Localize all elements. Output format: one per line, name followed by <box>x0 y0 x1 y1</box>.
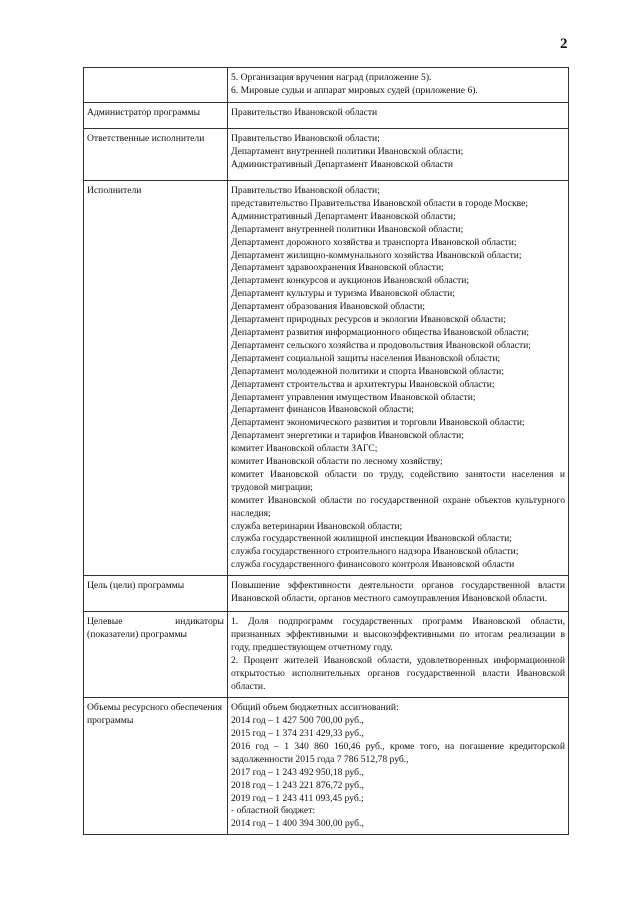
row-resource-volumes <box>84 698 569 835</box>
content-line: Административный Департамент Ивановской области <box>231 158 454 170</box>
content-line: Департамент дорожного хозяйства и транспорта Ивановской области; <box>231 236 517 248</box>
content-line: 2018 год – 1 243 221 876,72 руб., <box>231 779 364 791</box>
content-line: Правительство Ивановской области; <box>231 133 380 144</box>
row-content <box>228 698 569 835</box>
content-line: Департамент внутренней политики Ивановской области; <box>231 223 464 235</box>
row-label: Администратор программы <box>84 103 228 129</box>
content-line: Департамент социальной защиты населения Ивановской области; <box>231 352 501 364</box>
row-executors <box>84 181 569 576</box>
row-subprograms <box>84 68 569 103</box>
content-line: - областной бюджет: <box>231 805 316 817</box>
content-line: Правительство Ивановской области; <box>231 185 380 196</box>
content-line: Департамент молодежной политики и спорта Ивановской области; <box>231 365 504 377</box>
content-line: комитет Ивановской области по государственной охране объектов культурного наследия; <box>231 494 565 519</box>
row-goals <box>84 576 569 612</box>
content-line: служба ветеринарии Ивановской области; <box>231 520 403 532</box>
row-administrator <box>84 103 569 129</box>
row-content <box>228 129 569 181</box>
content-line: 2015 год – 1 374 231 429,33 руб., <box>231 728 364 739</box>
content-line: Департамент природных ресурсов и экологии Ивановской области; <box>231 314 506 326</box>
content-line: 2016 год – 1 340 860 160,46 руб., кроме того, на погашение кредиторской задолженности 2015 года 7 786 512,78 руб., <box>231 740 565 765</box>
content-line: Департамент образования Ивановской области; <box>231 301 426 313</box>
row-content <box>228 181 569 576</box>
content-line: комитет Ивановской области по лесному хозяйству; <box>231 456 443 468</box>
row-content <box>228 612 569 698</box>
program-passport-table <box>83 67 569 835</box>
row-label: Цель (цели) программы <box>84 576 228 612</box>
content-line: представительство Правительства Ивановской области в городе Москве; <box>231 197 529 209</box>
content-line: Департамент внутренней политики Ивановской области; <box>231 145 464 157</box>
content-line: 2017 год – 1 243 492 950,18 руб., <box>231 766 364 778</box>
content-line: комитет Ивановской области по труду, содействию занятости населения и трудовой миграции; <box>231 468 565 493</box>
content-line: Департамент финансов Ивановской области; <box>231 404 414 416</box>
content-line: Департамент энергетики и тарифов Ивановской области; <box>231 430 464 442</box>
content-line: Административный Департамент Ивановской области; <box>231 210 456 222</box>
content-line: комитет Ивановской области ЗАГС; <box>231 443 378 455</box>
content-line: Департамент культуры и туризма Ивановской области; <box>231 288 455 300</box>
page-number: 2 <box>560 36 568 52</box>
content-line: 2. Процент жителей Ивановской области, удовлетворенных информационной открытостью исполнительных органов государственной власти Ивановской области. <box>231 654 565 692</box>
content-line: Департамент здравоохранения Ивановской области; <box>231 262 444 274</box>
content-line: Департамент развития информационного общества Ивановской области; <box>231 326 530 338</box>
content-line: Департамент жилищно-коммунального хозяйства Ивановской области; <box>231 249 522 261</box>
row-label: Целевые индикаторы (показатели) программы <box>84 612 228 698</box>
content-line: Общий объем бюджетных ассигнований: <box>231 702 399 714</box>
row-label: Исполнители <box>84 181 228 576</box>
row-target-indicators <box>84 612 569 698</box>
row-content <box>228 68 569 103</box>
content-line: служба государственного финансового контроля Ивановской области <box>231 559 515 571</box>
row-label <box>84 68 228 103</box>
content-line: Повышение эффективности деятельности органов государственной власти Ивановской области, органов местного самоуправления Ивановской области. <box>231 580 565 605</box>
content-line: Департамент конкурсов и аукционов Ивановской области; <box>231 275 469 287</box>
row-content <box>228 103 569 129</box>
content-line: 2014 год – 1 400 394 300,00 руб., <box>231 818 364 830</box>
content-line: 2014 год – 1 427 500 700,00 руб., <box>231 715 364 727</box>
row-responsible-executors <box>84 129 569 181</box>
content-line: 6. Мировые судьи и аппарат мировых судей (приложение 6). <box>231 84 478 96</box>
content-line: 5. Организация вручения наград (приложение 5). <box>231 72 432 83</box>
content-line: Департамент управления имуществом Ивановской области; <box>231 391 476 403</box>
content-line: служба государственной жилищной инспекции Ивановской области; <box>231 533 512 545</box>
content-line: Департамент экономического развития и торговли Ивановской области; <box>231 417 525 429</box>
content-line: 1. Доля подпрограмм государственных программ Ивановской области, признанных эффективными и высокоэффективными по итогам реализации в году, предшествующем отчетному году. <box>231 616 565 653</box>
content-line: служба государственного строительного надзора Ивановской области; <box>231 546 519 558</box>
row-content <box>228 576 569 612</box>
content-line: 2019 год – 1 243 411 093,45 руб.; <box>231 792 364 804</box>
row-label: Объемы ресурсного обеспечения программы <box>84 698 228 835</box>
content-line: Департамент строительства и архитектуры Ивановской области; <box>231 378 495 390</box>
content-line: Правительство Ивановской области <box>231 107 378 118</box>
row-label: Ответственные исполнители <box>84 129 228 181</box>
content-line: Департамент сельского хозяйства и продовольствия Ивановской области; <box>231 339 531 351</box>
